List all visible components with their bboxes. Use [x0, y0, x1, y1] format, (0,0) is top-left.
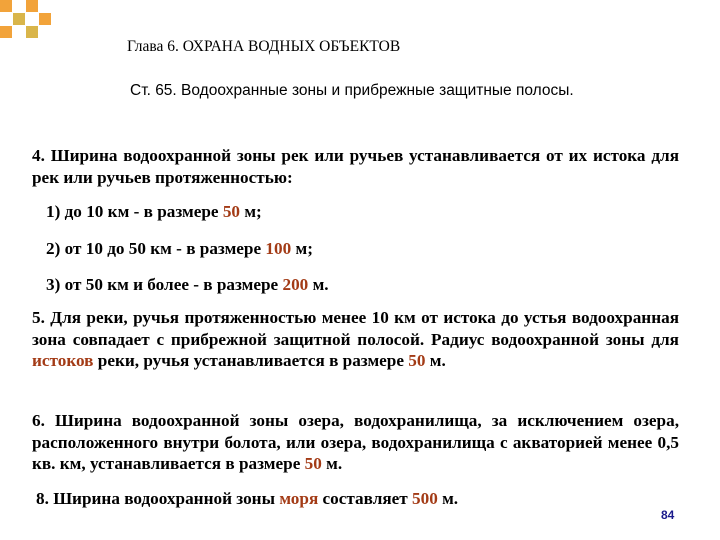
paragraph-6 — [32, 410, 679, 475]
corner-decoration-squares — [0, 0, 60, 40]
deco-square — [0, 26, 12, 38]
list-item-1-value: 50 — [222, 202, 241, 221]
paragraph-6-value: 50 — [304, 454, 322, 473]
list-item-3-unit: м. — [308, 275, 329, 294]
paragraph-5-text: 5. Для реки, ручья протяженностью менее 10 км от истока до устья водоохранная зона совпадает с прибрежной защитной полосой. Радиус водоохранной зоны для — [32, 308, 679, 349]
paragraph-8 — [36, 488, 683, 510]
deco-square — [0, 0, 12, 12]
deco-square — [39, 13, 51, 25]
paragraph-5-value: 50 — [408, 351, 426, 370]
list-item-2 — [46, 238, 693, 260]
list-item-1-unit: м; — [240, 202, 262, 221]
paragraph-6-unit: м. — [321, 454, 343, 473]
list-item-3-value: 200 — [282, 275, 309, 294]
paragraph-6-text: 6. Ширина водоохранной зоны озера, водохранилища, за исключением озера, расположенного внутри болота, или озера, водохранилища с акваторией менее 0,5 кв. км, устанавливается в размере — [32, 411, 679, 473]
deco-square — [26, 0, 38, 12]
list-item-2-value: 100 — [265, 239, 292, 258]
chapter-title: Глава 6. ОХРАНА ВОДНЫХ ОБЪЕКТОВ — [127, 38, 401, 55]
paragraph-5 — [32, 307, 679, 372]
paragraph-8-value: 500 — [412, 489, 438, 508]
paragraph-8-text: 8. Ширина водоохранной зоны — [36, 489, 280, 508]
page-number: 84 — [661, 508, 675, 522]
list-item-3 — [46, 274, 693, 296]
list-item-2-unit: м; — [291, 239, 313, 258]
deco-square — [26, 26, 38, 38]
paragraph-8-highlight: моря — [279, 489, 319, 508]
paragraph-5-highlight: истоков — [32, 351, 94, 370]
paragraph-8-middle: составляет — [318, 489, 413, 508]
paragraph-5-unit: м. — [425, 351, 446, 370]
paragraph-8-unit: м. — [437, 489, 459, 508]
list-item-2-text: 2) от 10 до 50 км - в размере — [46, 239, 266, 258]
list-item-3-text: 3) от 50 км и более - в размере — [46, 275, 283, 294]
list-item-1 — [46, 201, 693, 223]
article-title: Ст. 65. Водоохранные зоны и прибрежные защитные полосы. — [130, 82, 574, 99]
paragraph-5-middle: реки, ручья устанавливается в размере — [93, 351, 409, 370]
paragraph-4 — [32, 145, 679, 188]
list-item-1-text: 1) до 10 км - в размере — [46, 202, 223, 221]
deco-square — [13, 13, 25, 25]
paragraph-4-text: 4. Ширина водоохранной зоны рек или ручьев устанавливается от их истока для рек или ручьев протяженностью: — [32, 146, 679, 187]
